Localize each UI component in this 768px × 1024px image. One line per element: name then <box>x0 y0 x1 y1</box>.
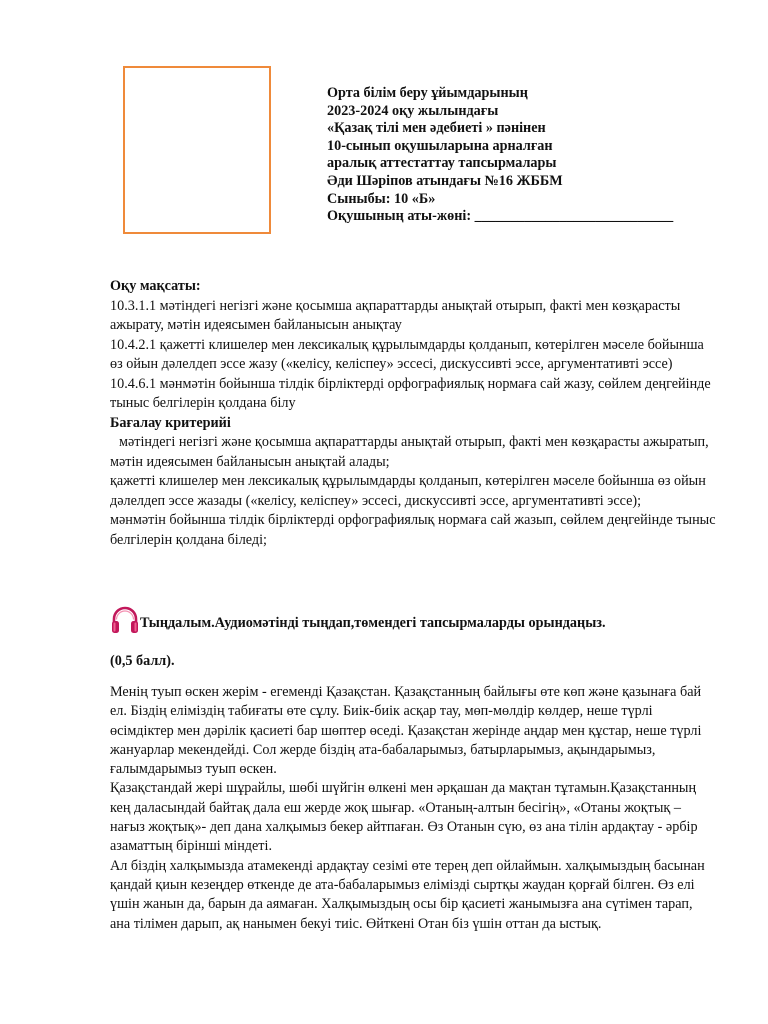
criteria-item: мәнмәтін бойынша тілдік бірліктерді орфографиялық нормаға сай жазып, сөйлем деңгейінде тыныс белгілерін қолдана біледі; <box>110 512 716 548</box>
header-line: Орта білім беру ұйымдарының <box>327 85 528 101</box>
class-line: Сыныбы: 10 «Б» <box>327 190 436 207</box>
criteria-item: қажетті клишелер мен лексикалық құрылымдарды қолданып, көтерілген мәселе бойынша өз ойын дәлелдеп эссе жазады («келісу, келіспеу» эссесі, дискуссивті эссе, аргументативті эссе); <box>110 473 706 509</box>
header-line: «Қазақ тілі мен әдебиеті » пәнінен <box>327 120 546 137</box>
headphones-icon <box>110 604 140 634</box>
story-paragraph: Қазақстандай жері шұрайлы, шөбі шүйгін өлкені мен әрқашан да мақтан тұтамын.Қазақстанның кең даласындай байтақ дала еш жерде жоқ шығар. «Отаның-алтын бесігің», «Отаны жоқтық – нағыз жоқтық»- деп дана халқымыз бекер айтпаған. Өз Отанын сүю, өз ана тілін ардақтау - әрбір азаматтың бірінші міндеті. <box>110 780 698 855</box>
header-line: 2023-2024 оқу жылындағы <box>327 102 499 119</box>
logo-placeholder <box>123 66 271 234</box>
listening-task-title: Тыңдалым.Аудиомәтінді тыңдап,төмендегі тапсырмаларды орындаңыз. <box>140 615 606 631</box>
objective-item: 10.4.2.1 қажетті клишелер мен лексикалық құрылымдарды қолданып, көтерілген мәселе бойынша өз ойын дәлелдеп эссе жазу («келісу, келіспеу» эссесі, дискуссивті эссе, аргументативті эссе) <box>110 336 704 372</box>
objectives-heading: Оқу мақсаты: <box>110 278 201 294</box>
header-line: 10-сынып оқушыларына арналған <box>327 137 553 154</box>
points-label: (0,5 балл). <box>110 653 175 669</box>
story-paragraph: Менің туып өскен жерім - егеменді Қазақстан. Қазақстанның байлығы өте көп және қазынаға бай ел. Біздің еліміздің табиғаты өте сұлу. Биік-биік асқар тау, мөп-мөлдір көлдер, неше түрлі өсімдіктер мен дәрілік қасиеті бар шөптер өседі. Қазақстан жерінде аңдар мен құстар, неше түрлі жануарлар мекендейді. Сол жерде біздің ата-бабаларымыз, батырларымыз, ақындарымыз, ғалымдарымыз туып өскен. <box>110 684 702 778</box>
header-line: аралық аттестаттау тапсырмалары <box>327 155 557 172</box>
objective-item: 10.3.1.1 мәтіндегі негізгі және қосымша ақпараттарды анықтай отырып, факті мен көзқарасты ажырату, мәтін идеясымен байланысын анықтау <box>110 297 681 333</box>
criteria-item: мәтіндегі негізгі және қосымша ақпараттарды анықтай отырып, факті мен көзқарасты ажыратып, мәтін идеясымен байланысын анықтай алады; <box>110 434 709 470</box>
document-header <box>327 85 747 226</box>
student-name-field: Оқушының аты-жөні: ____________________________ <box>327 208 674 225</box>
objectives-and-criteria <box>110 277 718 550</box>
criteria-heading: Бағалау критерийі <box>110 414 231 431</box>
listening-task-heading <box>110 604 730 634</box>
school-name: Әди Шәріпов атындағы №16 ЖББМ <box>327 172 563 189</box>
story-paragraph: Ал біздің халқымызда атамекенді ардақтау сезімі өте терең деп ойлаймын. халқымыздың басынан қандай қиын кезеңдер өткенде де ата-бабаларымыз елімізді сыртқы жаудан қорғай білген. Өз елі үшін жанын да, барын да аямаған. Халқымыздың осы бір қасиеті жанымызға ана сүтімен тарап, ана тілімен дарып, ақ нанымен бекуі тиіс. Өйткені Отан біз үшін оттан да ыстық. <box>110 857 705 932</box>
objective-item: 10.4.6.1 мәнмәтін бойынша тілдік бірліктерді орфографиялық нормаға сай жазу, сөйлем деңгейінде тыныс белгілерін қолдана білу <box>110 375 711 411</box>
audio-text <box>110 683 716 934</box>
